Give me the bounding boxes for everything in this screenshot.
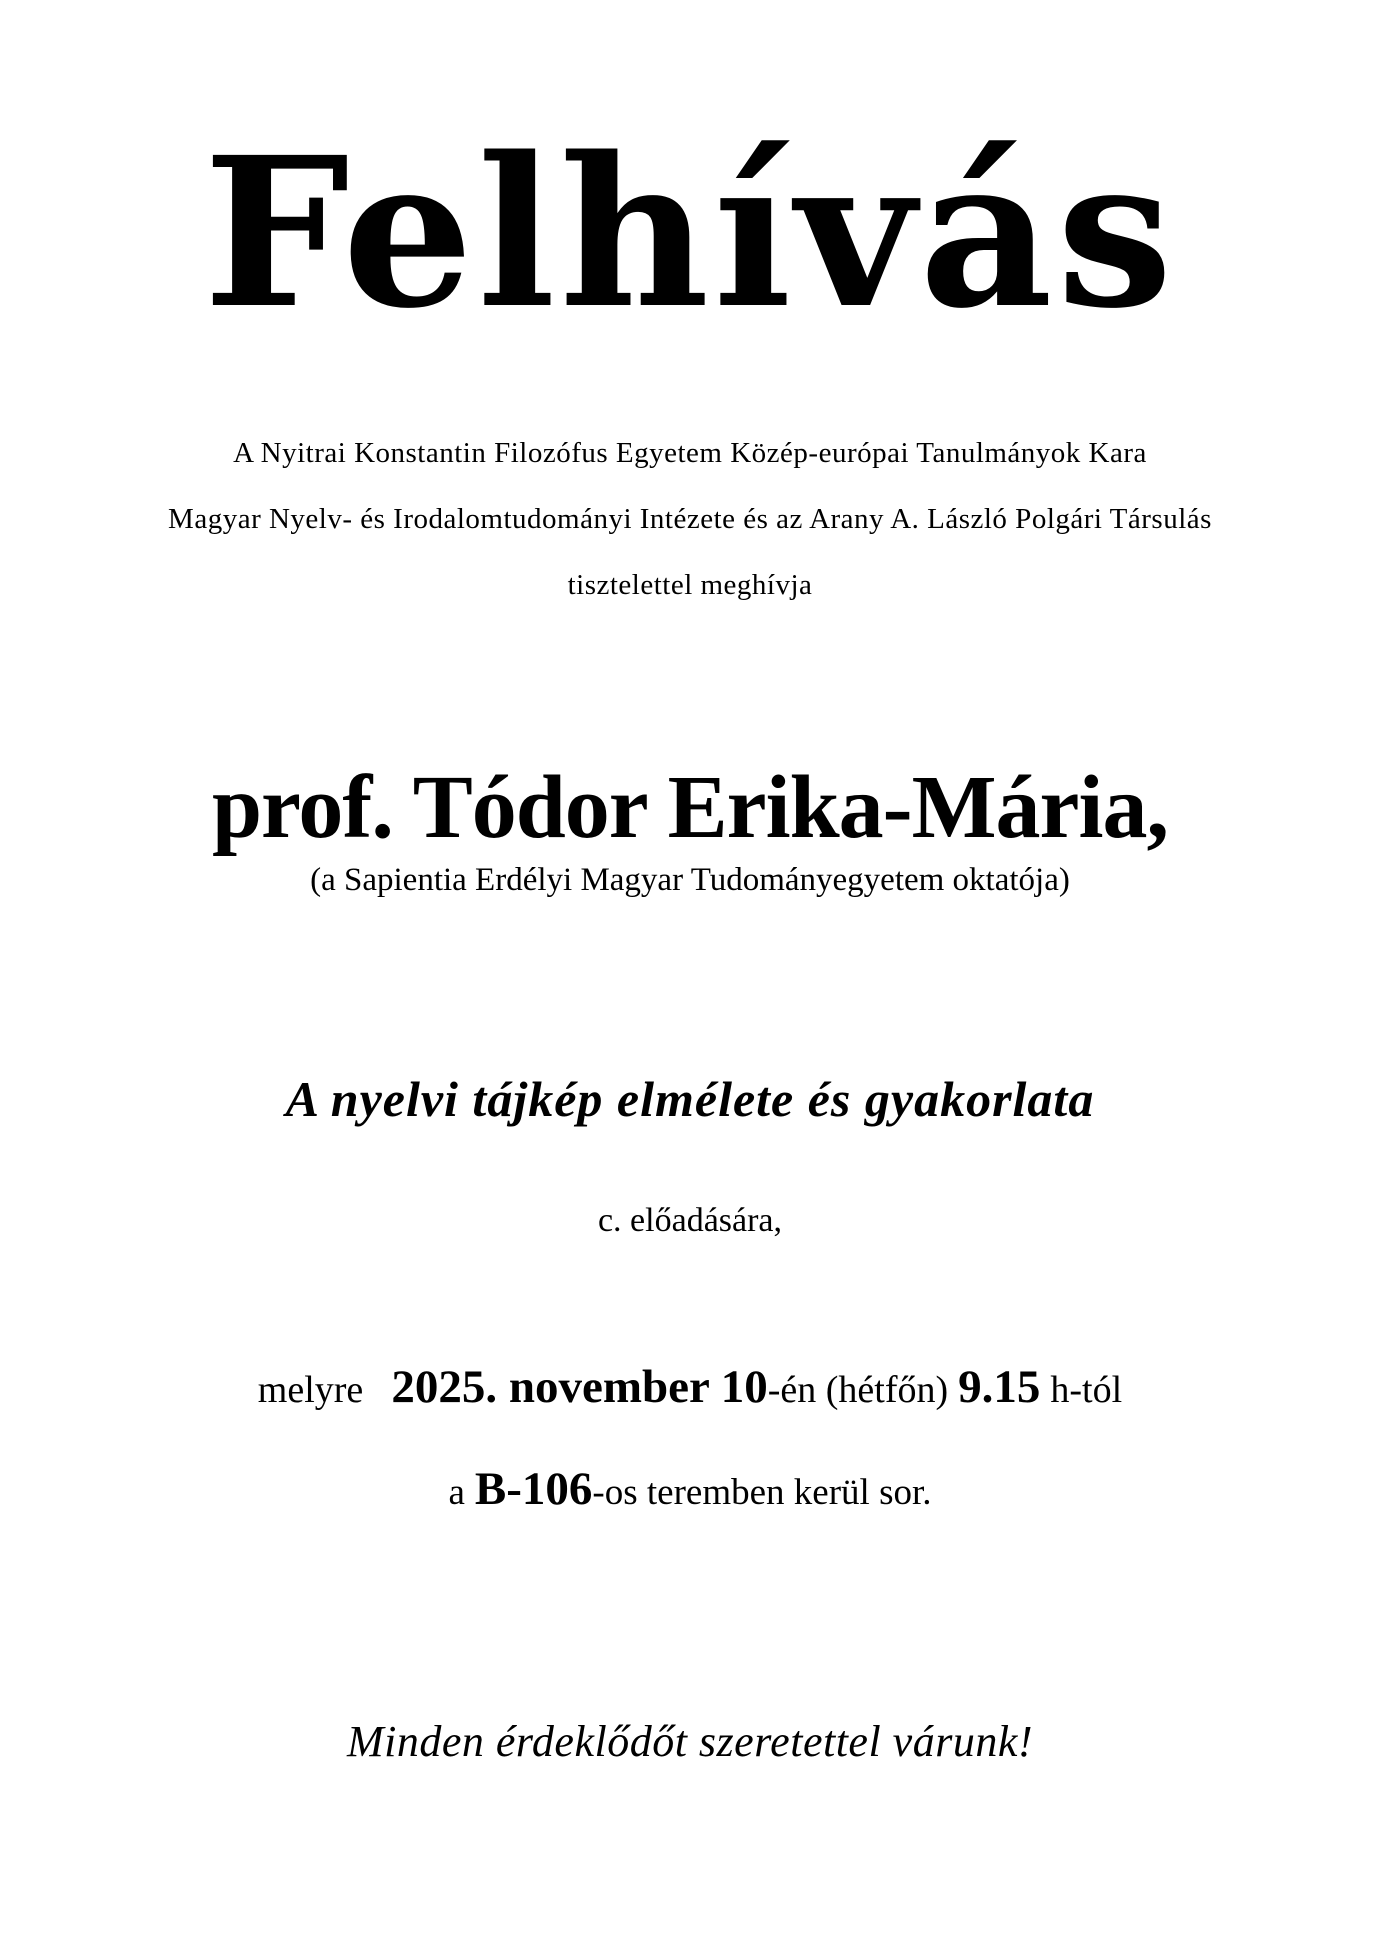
speaker-name: prof. Tódor Erika-Mária, (211, 758, 1169, 857)
invitation-line-3: tisztelettel meghívja (567, 569, 813, 601)
venue-suffix: -os teremben kerül sor. (592, 1472, 932, 1513)
schedule-time-suffix: h-tól (1050, 1369, 1123, 1411)
invitation-line-1: A Nyitrai Konstantin Filozófus Egyetem Közép-európai Tanulmányok Kara (233, 437, 1147, 469)
lecture-title: A nyelvi tájkép elmélete és gyakorlata (285, 1071, 1095, 1127)
poster-title: Felhívás (203, 112, 1177, 354)
speaker-affiliation: (a Sapientia Erdélyi Magyar Tudományegyetem oktatója) (310, 862, 1070, 898)
invitation-text (0, 420, 1380, 618)
schedule-line (0, 1360, 1380, 1414)
venue-prefix: a (448, 1472, 465, 1513)
schedule-time: 9.15 (958, 1361, 1041, 1413)
schedule-date-suffix: -én (hétfőn) (767, 1369, 949, 1411)
lecture-type-label: c. előadására, (597, 1202, 783, 1239)
venue-room: B-106 (474, 1463, 593, 1515)
schedule-date: 2025. november 10 (391, 1361, 768, 1413)
venue-line (0, 1462, 1380, 1516)
invitation-line-2: Magyar Nyelv- és Irodalomtudományi Intézete és az Arany A. László Polgári Társulás (168, 503, 1212, 535)
schedule-prefix: melyre (257, 1369, 364, 1411)
closing-line: Minden érdeklődőt szeretettel várunk! (346, 1717, 1034, 1766)
